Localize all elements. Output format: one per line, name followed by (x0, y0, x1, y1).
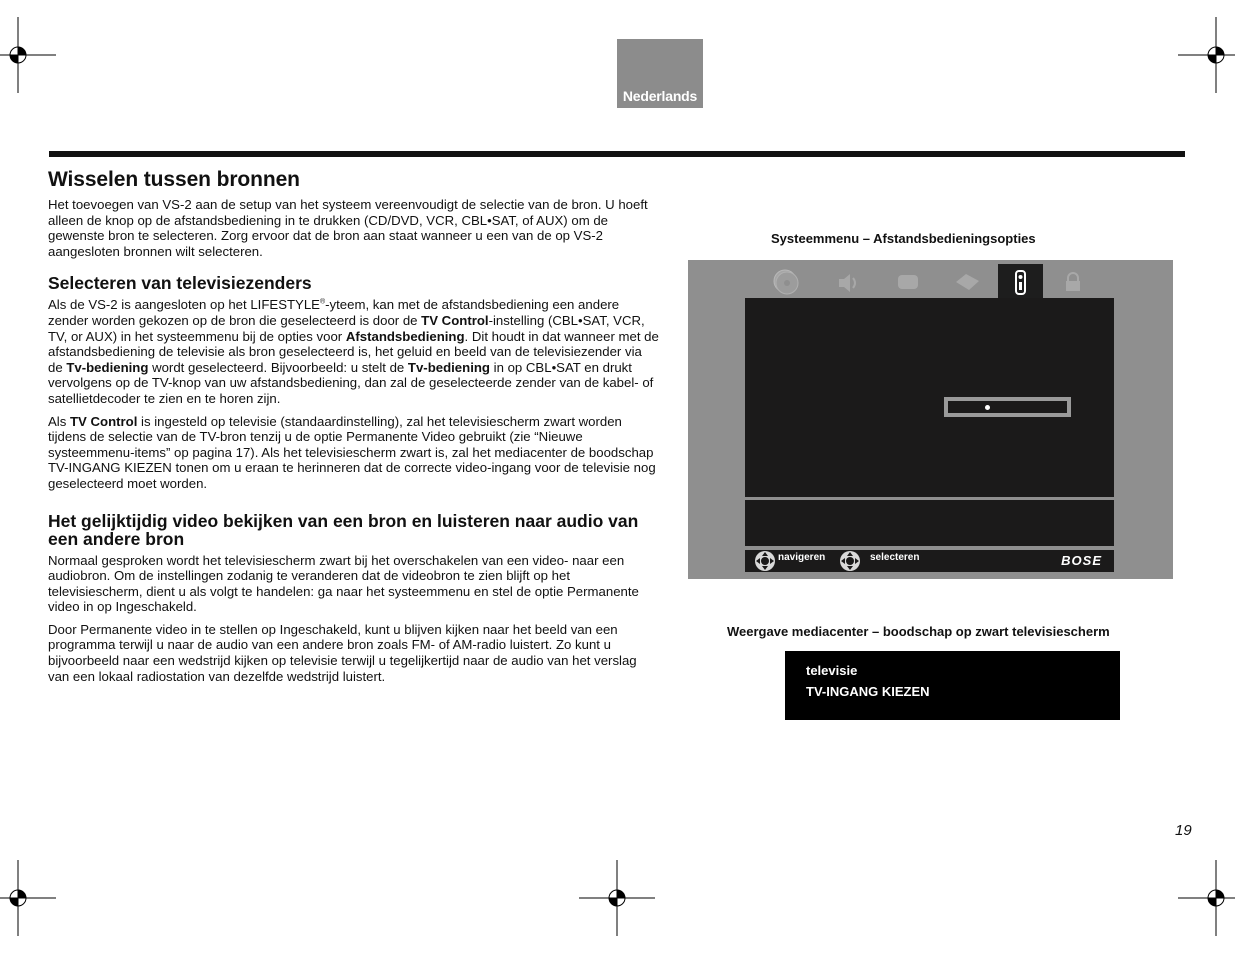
registration-mark-icon (1178, 17, 1235, 93)
display-icon (893, 268, 923, 298)
bose-logo: BOSE (1061, 553, 1102, 568)
language-tab: Nederlands (617, 39, 703, 108)
field-value-dot (985, 405, 990, 410)
select-dpad-icon (839, 550, 861, 572)
registration-mark-icon (1178, 860, 1235, 936)
menu-options-panel (745, 298, 1114, 497)
remote-icon[interactable] (1006, 268, 1036, 298)
page-number: 19 (1175, 822, 1192, 839)
registration-mark-icon (0, 17, 56, 93)
speaker-icon (834, 268, 864, 298)
video-audio-paragraph-1: Normaal gesproken wordt het televisiescherm zwart bij het overschakelen van een video- naar een audiobron. Om de instellingen zodanig te veranderen dat de videobron te zien blijft op het televisiescherm, dient u als volgt te handelen: ga naar het systeemmenu en stel de optie Permanente video in op Ingeschakeld. (48, 552, 639, 615)
section-heading-video-audio: Het gelijktijdig video bekijken van een bron en luisteren naar audio van een andere bron (48, 510, 639, 549)
tv-channels-paragraph-1: Als de VS-2 is aangesloten op het LIFESTYLE®-yteem, kan met de afstandsbediening een andere zender worden gekozen op de bron die geselecteerd is door de TV Control-instelling (CBL•SAT, VCR, TV, or AUX) in het systeemmenu bij de opties voor Afstandsbediening. Dit houdt in dat wanneer met de afstandsbediening de televisie als bron geselecteerd is, het geluid en beeld van de televisiezender via de Tv-bediening wordt geselecteerd. Bijvoorbeeld: u stelt de Tv-bediening in op CBL•SAT en drukt vervolgens op de TV-knop van uw afstandsbediening, dan zal de geselecteerde zender van de kabel- of satellietdecoder te zien en te horen zijn. (48, 297, 659, 406)
navigate-dpad-icon (754, 550, 776, 572)
menu-tab-bar (688, 260, 1173, 299)
hint-navigate: navigeren (778, 552, 826, 563)
display-line-source: televisie (806, 663, 858, 678)
figure-2-caption: Weergave mediacenter – boodschap op zwart televisiescherm (727, 624, 1110, 639)
media-center-display (785, 651, 1120, 720)
lock-icon (1058, 268, 1088, 298)
intro-paragraph: Het toevoegen van VS-2 aan de setup van het systeem vereenvoudigt de selectie van de bron. U hoeft alleen de knop op de afstandsbediening in te drukken (CD/DVD, VCR, CBL•SAT, of AUX) om de gewenste bron te selecteren. Zorg ervoor dat de bron aan staat wanneer u een van de op VS-2 aangesloten bronnen wilt selecteren. (48, 197, 648, 259)
menu-option-field[interactable] (944, 397, 1071, 417)
system-menu-screenshot (688, 260, 1173, 579)
hint-select: selecteren (870, 552, 920, 563)
section-heading-tv-channels: Selecteren van televisiezenders (48, 273, 312, 294)
display-line-message: TV-INGANG KIEZEN (806, 684, 930, 699)
tv-channels-paragraph-2: Als TV Control is ingesteld op televisie (standaardinstelling), zal het televisiescherm zwart worden tijdens de selectie van de TV-bron tenzij u de optie Permanente Video gebruikt (zie “Nieuwe systeemmenu-items” op pagina 17). Als het televisiescherm zwart is, zal het mediacenter de boodschap TV-INGANG KIEZEN tonen om u eraan te herinneren dat de correcte video-ingang voor de televisie nog geselecteerd moet worden. (48, 413, 656, 491)
registration-mark-icon (0, 860, 56, 936)
header-rule (49, 151, 1185, 157)
tag-icon (952, 268, 982, 298)
page-title: Wisselen tussen bronnen (48, 168, 300, 191)
video-audio-paragraph-2: Door Permanente video in te stellen op Ingeschakeld, kunt u blijven kijken naar het beeld van een programma terwijl u naar de audio van een andere bron zoals FM- of AM-radio luistert. Zo kunt u bijvoorbeeld naar een wedstrijd kijken op televisie terwijl u tegelijkertijd naar de audio van het verslag van een lokaal radiostation van dezelfde wedstrijd luistert. (48, 621, 637, 684)
registration-mark-icon (579, 860, 655, 936)
menu-message-panel (745, 500, 1114, 546)
disc-icon (772, 268, 802, 298)
menu-hint-bar (745, 550, 1114, 572)
main-text-column (48, 168, 660, 691)
figure-1-caption: Systeemmenu – Afstandsbedieningsopties (771, 231, 1036, 246)
